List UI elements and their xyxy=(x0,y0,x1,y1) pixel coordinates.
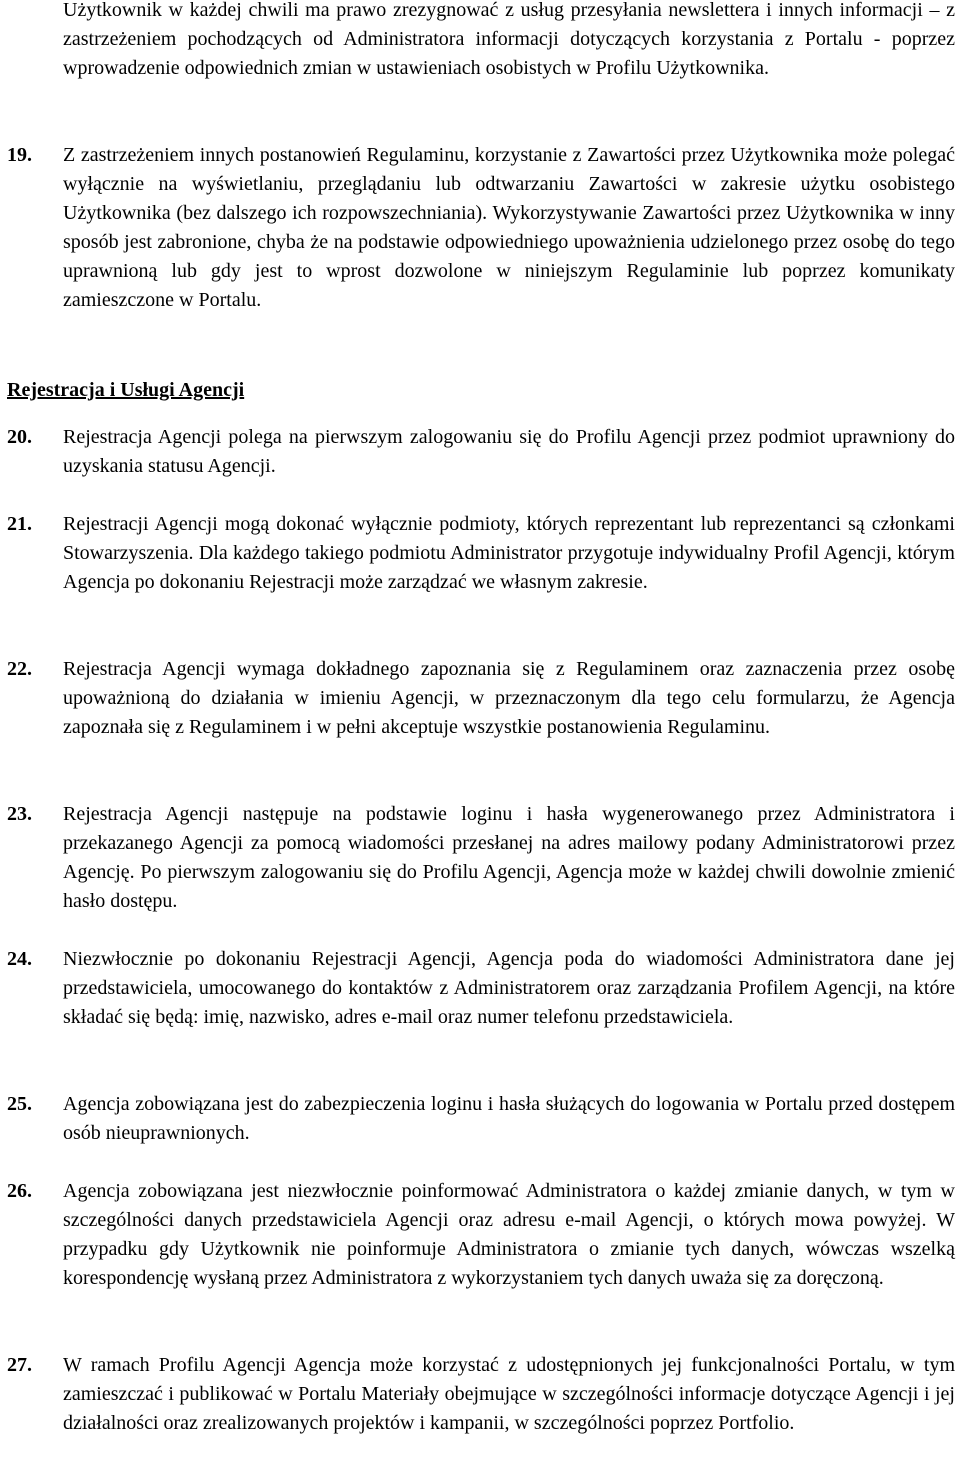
item-number-24: 24. xyxy=(7,948,32,970)
item-number-27: 27. xyxy=(7,1354,32,1376)
item-text-22: Rejestracja Agencji wymaga dokładnego zapoznania się z Regulaminem oraz zaznaczenia przez osobę upoważnioną do działania w imieniu Agencji, w przeznaczonym dla tego celu formularzu, że Agencja zapoznała się z Regulaminem i w pełni akceptuje wszystkie postanowienia Regulaminu. xyxy=(63,658,955,738)
item-number-21: 21. xyxy=(7,513,32,535)
item-text-24: Niezwłocznie po dokonaniu Rejestracji Agencji, Agencja poda do wiadomości Administratora dane jej przedstawiciela, umocowanego do kontaktów z Administratorem oraz zarządzania Profilem Agencji, na które składać się będą: imię, nazwisko, adres e-mail oraz numer telefonu przedstawiciela. xyxy=(63,948,955,1028)
item-text-19: Z zastrzeżeniem innych postanowień Regulaminu, korzystanie z Zawartości przez Użytkownika może polegać wyłącznie na wyświetlaniu, przeglądaniu lub odtwarzaniu Zawartości w zakresie użytku osobistego Użytkownika (bez dalszego ich rozpowszechniania). Wykorzystywanie Zawartości przez Użytkownika w inny sposób jest zabronione, chyba że na podstawie odpowiedniego upoważnienia udzielonego przez osobę do tego uprawnioną lub gdy jest to wprost dozwolone w niniejszym Regulaminie lub poprzez komunikaty zamieszczone w Portalu. xyxy=(63,144,955,311)
item-number-20: 20. xyxy=(7,426,32,448)
item-number-23: 23. xyxy=(7,803,32,825)
item-text-23: Rejestracja Agencji następuje na podstawie loginu i hasła wygenerowanego przez Administratora i przekazanego Agencji za pomocą wiadomości przesłanej na adres mailowy podany Administratorowi przez Agencję. Po pierwszym zalogowaniu się do Profilu Agencji, Agencja może w każdej chwili dowolnie zmienić hasło dostępu. xyxy=(63,803,955,912)
section-heading: Rejestracja i Usługi Agencji xyxy=(7,379,245,401)
item-number-22: 22. xyxy=(7,658,32,680)
item-number-26: 26. xyxy=(7,1180,32,1202)
item-text-21: Rejestracji Agencji mogą dokonać wyłącznie podmioty, których reprezentant lub reprezentanci są członkami Stowarzyszenia. Dla każdego takiego podmiotu Administrator przygotuje indywidualny Profil Agencji, którym Agencja po dokonaniu Rejestracji może zarządzać we własnym zakresie. xyxy=(63,513,955,593)
item-text-20: Rejestracja Agencji polega na pierwszym zalogowaniu się do Profilu Agencji przez podmiot uprawniony do uzyskania statusu Agencji. xyxy=(63,426,955,477)
item-text-25: Agencja zobowiązana jest do zabezpieczenia loginu i hasła służących do logowania w Portalu przed dostępem osób nieuprawnionych. xyxy=(63,1093,955,1144)
intro-paragraph: Użytkownik w każdej chwili ma prawo zrezygnować z usług przesyłania newslettera i innych informacji – z zastrzeżeniem pochodzących od Administratora informacji dotyczących korzystania z Portalu - poprzez wprowadzenie odpowiednich zmian w ustawieniach osobistych w Profilu Użytkownika. xyxy=(63,0,955,79)
item-number-19: 19. xyxy=(7,144,32,166)
item-number-25: 25. xyxy=(7,1093,32,1115)
item-text-27: W ramach Profilu Agencji Agencja może korzystać z udostępnionych jej funkcjonalności Portalu, w tym zamieszczać i publikować w Portalu Materiały obejmujące w szczególności informacje dotyczące Agencji i jej działalności oraz zrealizowanych projektów i kampanii, w szczególności poprzez Portfolio. xyxy=(63,1354,955,1434)
item-text-26: Agencja zobowiązana jest niezwłocznie poinformować Administratora o każdej zmianie danych, w tym w szczególności danych przedstawiciela Agencji oraz adresu e-mail Agencji, o których mowa powyżej. W przypadku gdy Użytkownik nie poinformuje Administratora o zmianie tych danych, wówczas wszelką korespondencję wysłaną przez Administratora z wykorzystaniem tych danych uważa się za doręczoną. xyxy=(63,1180,955,1289)
